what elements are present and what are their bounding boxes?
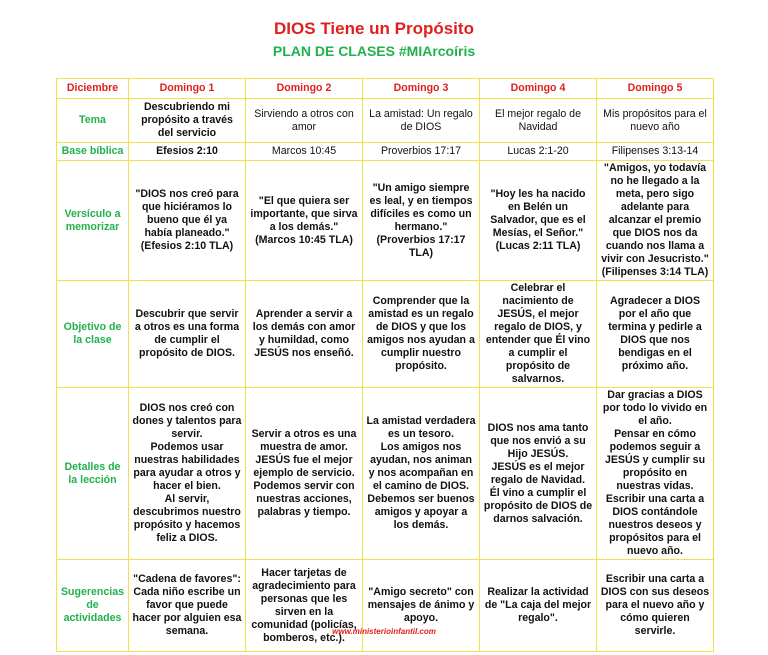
table-cell: Descubriendo mi propósito a través del servicio — [129, 99, 246, 143]
table-cell: Efesios 2:10 — [129, 143, 246, 161]
table-row-base-biblica — [57, 143, 714, 161]
table-cell: Comprender que la amistad es un regalo de DIOS y que los amigos nos ayudan a cumplir nuestro propósito. — [363, 281, 480, 388]
table-cell: "Cadena de favores": Cada niño escribe un favor que puede hacer por alguien esa semana. — [129, 560, 246, 652]
table-cell: La amistad: Un regalo de DIOS — [363, 99, 480, 143]
table-row-sugerencias — [57, 560, 714, 652]
corner-header: Diciembre — [57, 79, 129, 99]
table-row-objetivo — [57, 281, 714, 388]
table-cell: DIOS nos ama tanto que nos envió a su Hijo JESÚS. JESÚS es el mejor regalo de Navidad. Él vino a cumplir el propósito de DIOS de darnos salvación. — [480, 388, 597, 560]
table-cell: Marcos 10:45 — [246, 143, 363, 161]
table-cell: "DIOS nos creó para que hiciéramos lo bueno que él ya había planeado." (Efesios 2:10 TLA) — [129, 161, 246, 281]
page-subtitle: PLAN DE CLASES #MIArcoíris — [272, 43, 476, 59]
row-header: Base bíblica — [57, 143, 129, 161]
table-cell: "Amigos, yo todavía no he llegado a la meta, pero sigo adelante para alcanzar el premio que DIOS nos da cuando nos llama a vivir con Jesucristo." (Filipenses 3:14 TLA) — [597, 161, 714, 281]
table-cell: Agradecer a DIOS por el año que termina y pedirle a DIOS que nos bendigas en el próximo año. — [597, 281, 714, 388]
table-cell: "Amigo secreto" con mensajes de ánimo y apoyo. — [363, 560, 480, 652]
row-header: Tema — [57, 99, 129, 143]
table-row-versiculo — [57, 161, 714, 281]
row-header: Objetivo de la clase — [57, 281, 129, 388]
table-row-tema — [57, 99, 714, 143]
table-cell: Celebrar el nacimiento de JESÚS, el mejor regalo de DIOS, y entender que Él vino a cumplir el propósito de salvarnos. — [480, 281, 597, 388]
table-cell: Sirviendo a otros con amor — [246, 99, 363, 143]
column-header: Domingo 5 — [597, 79, 714, 99]
table-cell: Aprender a servir a los demás con amor y humildad, como JESÚS nos enseñó. — [246, 281, 363, 388]
table-row-detalles — [57, 388, 714, 560]
column-header: Domingo 1 — [129, 79, 246, 99]
row-header: Detalles de la lección — [57, 388, 129, 560]
table-cell: El mejor regalo de Navidad — [480, 99, 597, 143]
column-header: Domingo 2 — [246, 79, 363, 99]
footer-url: www.ministerioinfantil.com — [332, 627, 436, 636]
table-cell: Proverbios 17:17 — [363, 143, 480, 161]
table-cell: Filipenses 3:13-14 — [597, 143, 714, 161]
header-row — [57, 79, 714, 99]
table-cell: "El que quiera ser importante, que sirva a los demás." (Marcos 10:45 TLA) — [246, 161, 363, 281]
column-header: Domingo 3 — [363, 79, 480, 99]
table-cell: Realizar la actividad de "La caja del mejor regalo". — [480, 560, 597, 652]
column-header: Domingo 4 — [480, 79, 597, 99]
table-cell: "Un amigo siempre es leal, y en tiempos difíciles es como un hermano." (Proverbios 17:17 TLA) — [363, 161, 480, 281]
table-cell: Servir a otros es una muestra de amor. JESÚS fue el mejor ejemplo de servicio. Podemos servir con nuestras acciones, palabras y tiempo. — [246, 388, 363, 560]
row-header: Versículo a memorizar — [57, 161, 129, 281]
table-cell: "Hoy les ha nacido en Belén un Salvador, que es el Mesías, el Señor." (Lucas 2:11 TLA) — [480, 161, 597, 281]
table-cell: Escribir una carta a DIOS con sus deseos para el nuevo año y cómo quieren servirle. — [597, 560, 714, 652]
table-cell: Descubrir que servir a otros es una forma de cumplir el propósito de DIOS. — [129, 281, 246, 388]
table-cell: DIOS nos creó con dones y talentos para servir. Podemos usar nuestras habilidades para ayudar a otros y hacer el bien. Al servir, descubrimos nuestro propósito y hacemos feliz a DIOS. — [129, 388, 246, 560]
page-title: DIOS Tiene un Propósito — [274, 19, 474, 38]
table-cell: Mis propósitos para el nuevo año — [597, 99, 714, 143]
table-cell: Hacer tarjetas de agradecimiento para personas que les sirven en la comunidad (policías, bomberos, etc.). — [246, 560, 363, 652]
lesson-plan-table — [56, 78, 714, 652]
table-cell: Dar gracias a DIOS por todo lo vivido en el año. Pensar en cómo podemos seguir a JESÚS y cumplir su propósito en nuestras vidas. Escribir una carta a DIOS contándole nuestros deseos y propósitos para el nuevo año. — [597, 388, 714, 560]
table-cell: La amistad verdadera es un tesoro. Los amigos nos ayudan, nos animan y nos acompañan en el camino de DIOS. Debemos ser buenos amigos y apoyar a los demás. — [363, 388, 480, 560]
row-header: Sugerencias de actividades — [57, 560, 129, 652]
table-cell: Lucas 2:1-20 — [480, 143, 597, 161]
